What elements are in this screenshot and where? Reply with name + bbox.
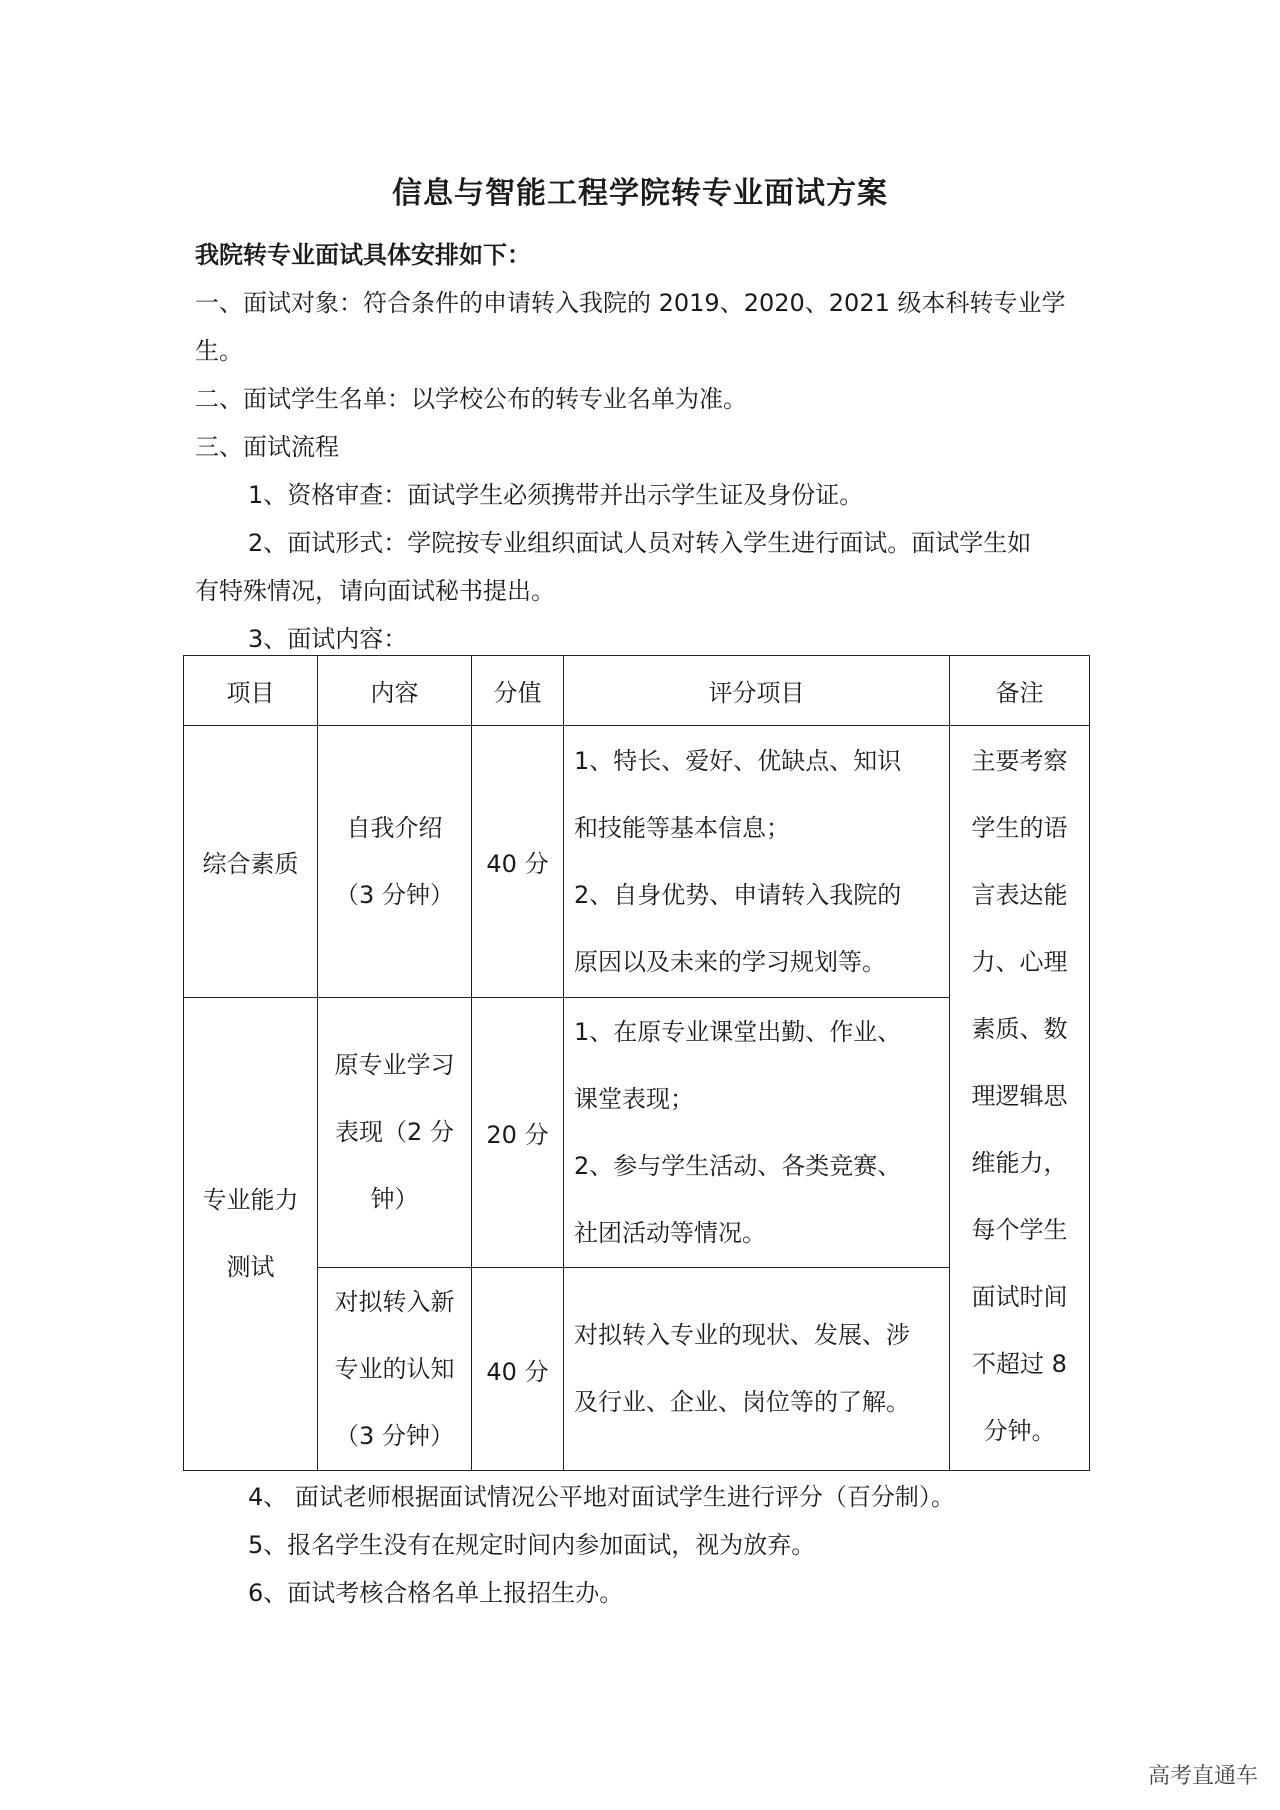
score-cell: 20 分 <box>472 998 564 1268</box>
note-line: 分钟。 <box>983 1417 1056 1445</box>
table-row <box>184 726 1090 998</box>
scoring-line: 原因以及未来的学习规划等。 <box>574 947 886 976</box>
header-score: 分值 <box>472 656 564 726</box>
project-line: 专业能力 <box>202 1186 299 1214</box>
note-line: 不超过 8 <box>972 1350 1067 1378</box>
note-line: 学生的语 <box>971 814 1068 842</box>
note-line: 主要考察 <box>971 747 1068 775</box>
section1-line2: 生。 <box>195 337 243 365</box>
note-line: 理逻辑思 <box>971 1082 1068 1110</box>
header-note: 备注 <box>950 656 1090 726</box>
scoring-line: 2、参与学生活动、各类竞赛、 <box>574 1151 902 1180</box>
project-cell: 综合素质 <box>184 726 318 998</box>
content-line: 钟） <box>370 1185 419 1213</box>
note-line: 力、心理 <box>971 948 1068 976</box>
project-cell <box>184 998 318 1471</box>
scoring-items-cell <box>564 726 950 998</box>
content-cell <box>318 726 472 998</box>
section1-line1: 一、面试对象：符合条件的申请转入我院的 2019、2020、2021 级本科转专业学 <box>195 289 1066 317</box>
content-line: 专业的认知 <box>334 1354 455 1383</box>
header-scoring-items: 评分项目 <box>564 656 950 726</box>
content-cell <box>318 998 472 1268</box>
section2-text: 二、面试学生名单：以学校公布的转专业名单为准。 <box>195 385 747 413</box>
section3-item2-line2: 有特殊情况，请向面试秘书提出。 <box>195 577 555 605</box>
section3-heading: 三、面试流程 <box>195 433 339 461</box>
note-line: 面试时间 <box>971 1283 1068 1311</box>
content-line: 对拟转入新 <box>334 1287 455 1316</box>
content-line: （3 分钟） <box>335 880 454 909</box>
header-content: 内容 <box>318 656 472 726</box>
content-line: 原专业学习 <box>334 1051 455 1079</box>
page-title: 信息与智能工程学院转专业面试方案 <box>392 176 888 211</box>
content-line: 表现（2 分 <box>335 1118 454 1146</box>
table-header-row <box>184 656 1090 726</box>
watermark-text: 高考直通车 <box>1147 1764 1258 1789</box>
content-line: 自我介绍 <box>346 813 443 842</box>
scoring-line: 对拟转入专业的现状、发展、涉 <box>574 1321 910 1349</box>
scoring-line: 课堂表现； <box>574 1084 694 1113</box>
content-cell <box>318 1268 472 1471</box>
scoring-line: 1、在原专业课堂出勤、作业、 <box>574 1017 902 1046</box>
scoring-items-cell <box>564 998 950 1268</box>
project-line: 测试 <box>226 1253 275 1281</box>
note-line: 维能力， <box>971 1149 1068 1177</box>
section3-item2-line1: 2、面试形式：学院按专业组织面试人员对转入学生进行面试。面试学生如 <box>248 529 1032 557</box>
note-cell <box>950 726 1090 1471</box>
scoring-line: 社团活动等情况。 <box>574 1218 766 1247</box>
content-line: （3 分钟） <box>335 1421 454 1450</box>
section3-item1: 1、资格审查：面试学生必须携带并出示学生证及身份证。 <box>248 481 864 509</box>
scoring-items-cell <box>564 1268 950 1471</box>
scoring-line: 1、特长、爱好、优缺点、知识 <box>574 746 902 775</box>
after-item4: 4、 面试老师根据面试情况公平地对面试学生进行评分（百分制）。 <box>248 1483 955 1511</box>
note-line: 每个学生 <box>971 1216 1068 1244</box>
note-line: 素质、数 <box>971 1015 1068 1043</box>
score-cell: 40 分 <box>472 726 564 998</box>
section3-item3: 3、面试内容： <box>248 625 408 653</box>
intro-text: 我院转专业面试具体安排如下： <box>195 241 531 269</box>
scoring-line: 和技能等基本信息； <box>574 813 790 842</box>
note-line: 言表达能 <box>971 881 1068 909</box>
scoring-line: 2、自身优势、申请转入我院的 <box>574 880 902 909</box>
after-item6: 6、面试考核合格名单上报招生办。 <box>248 1579 624 1607</box>
scoring-line: 及行业、企业、岗位等的了解。 <box>574 1388 910 1416</box>
after-item5: 5、报名学生没有在规定时间内参加面试，视为放弃。 <box>248 1531 816 1559</box>
score-cell: 40 分 <box>472 1268 564 1471</box>
interview-score-table <box>183 655 1090 1471</box>
header-project: 项目 <box>184 656 318 726</box>
